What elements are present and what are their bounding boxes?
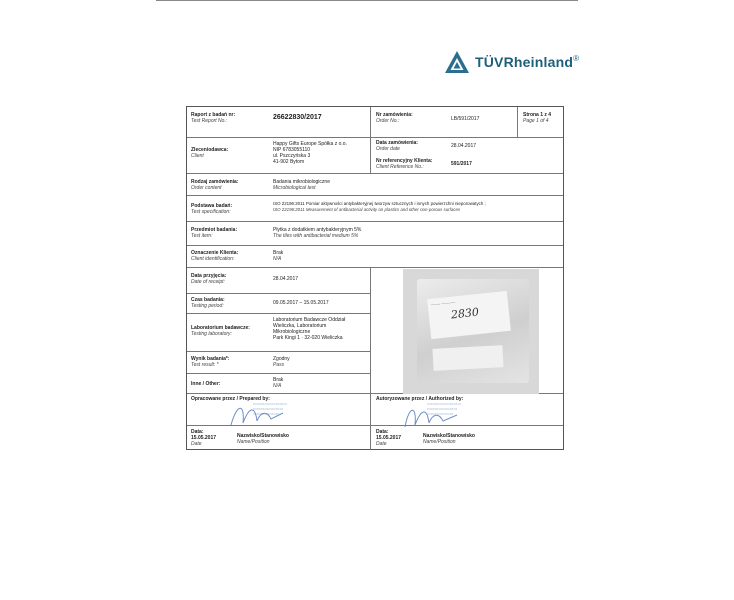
testing-period-value: 09.05.2017 – 15.05.2017 xyxy=(273,300,329,306)
client-id-label-en: Client identification: xyxy=(191,256,235,262)
handwritten-note: ~~~~ ~~~~~~ xyxy=(430,299,456,308)
test-spec-value: ISO 22196:2011 Pomiar aktywności antybakteryjnej tworzyw sztucznych i innych powierzchni nieporowatych ; xyxy=(273,201,486,206)
order-date-label: Data zamówienia: xyxy=(376,140,418,146)
laboratory-label: Laboratorium badawcze: xyxy=(191,325,250,331)
page-label-en: Page 1 of 4 xyxy=(523,118,549,124)
testing-period-label: Czas badania: xyxy=(191,297,225,303)
laboratory-line: Mikrobiologiczne xyxy=(273,329,311,335)
order-date-label-en: Order date xyxy=(376,146,400,152)
receipt-date-value: 28.04.2017 xyxy=(273,276,299,282)
page-label: Strona 1 z 4 xyxy=(523,112,552,118)
order-no-label-en: Order No.: xyxy=(376,118,400,124)
client-id-value: Brak xyxy=(273,250,284,256)
client-line: Happy Gifts Europe Spółka z o.o. xyxy=(273,141,347,147)
authorized-name-label: Nazwisko/Stanowisko xyxy=(423,433,475,439)
test-spec-label-en: Test specification: xyxy=(191,209,231,215)
client-line: ul. Pszczyńska 3 xyxy=(273,153,311,159)
test-result-value-en: Pass xyxy=(273,362,285,368)
test-item-value-en: The tiles with antibacterial medium 5% xyxy=(273,233,359,239)
prepared-stamp: ▭▭▭▭▭▭▭▭▭ ▭▭▭▭▭▭▭▭ ▭▭▭▭▭▭▭ xyxy=(253,401,288,416)
authorized-date-label-en: Date xyxy=(376,441,387,447)
prepared-date-value: 15.05.2017 xyxy=(191,435,217,441)
authorized-date-label: Data: xyxy=(376,429,389,435)
testing-period-label-en: Testing period: xyxy=(191,303,224,309)
client-label: Zleceniodawca: xyxy=(191,147,229,153)
test-item-label: Przedmiot badania: xyxy=(191,227,238,233)
test-spec-value-en: ISO 22196:2011 Measurement of antibacterial activity on plastics and other non-porous surfaces xyxy=(273,207,461,212)
test-result-label-en: Test result: * xyxy=(191,362,219,368)
other-label: Inne / Other: xyxy=(191,381,221,387)
laboratory-label-en: Testing laboratory: xyxy=(191,331,232,337)
prepared-date-label-en: Date xyxy=(191,441,202,447)
order-no-label: Nr zamówienia: xyxy=(376,112,413,118)
receipt-date-label: Data przyjęcia: xyxy=(191,273,227,279)
prepared-signature xyxy=(227,399,287,433)
test-report-page xyxy=(186,106,564,450)
client-ref-label-en: Client Reference No.: xyxy=(376,164,424,170)
prepared-date-label: Data: xyxy=(191,429,204,435)
prepared-name-label: Nazwisko/Stanowisko xyxy=(237,433,289,439)
test-spec-label: Podstawa badań: xyxy=(191,203,233,209)
order-content-label-en: Order content xyxy=(191,185,222,191)
client-ref-value: 591/2017 xyxy=(451,161,472,167)
prepared-name-label-en: Name/Position xyxy=(237,439,270,445)
tuv-logo xyxy=(444,50,579,74)
test-result-value: Zgodny xyxy=(273,356,290,362)
handwritten-sample-number: 2830 xyxy=(450,305,480,322)
client-id-value-en: N/A xyxy=(273,256,282,262)
report-no-label: Raport z badań nr: xyxy=(191,112,236,118)
authorized-by-label: Autoryzowane przez / Authorized by: xyxy=(376,396,464,402)
authorized-signature xyxy=(401,399,461,433)
other-value-en: N/A xyxy=(273,383,282,389)
client-label-en: Client xyxy=(191,153,204,159)
client-ref-label: Nr referencyjny Klienta: xyxy=(376,158,433,164)
laboratory-line: Wieliczka, Laboratorium xyxy=(273,323,327,329)
test-result-label: Wynik badania*: xyxy=(191,356,230,362)
sample-photo xyxy=(403,269,539,394)
order-no-value: LB/591/2017 xyxy=(451,116,480,122)
report-no-value: 26622830/2017 xyxy=(273,114,322,121)
client-line: 41-902 Bytom xyxy=(273,159,305,165)
report-no-label-en: Test Report No.: xyxy=(191,118,228,124)
triangle-logo-icon xyxy=(444,50,470,74)
order-content-label: Rodzaj zamówienia: xyxy=(191,179,239,185)
logo-wordmark: TÜVRheinland® xyxy=(475,54,580,70)
test-item-value: Płytka z dodatkiem antybakteryjnym 5% xyxy=(273,227,362,233)
receipt-date-label-en: Date of receipt: xyxy=(191,279,225,285)
authorized-date-value: 15.05.2017 xyxy=(376,435,402,441)
laboratory-line: Park Kingi 1 · 32-020 Wieliczka xyxy=(273,335,343,341)
authorized-stamp: ▭▭▭▭▭▭▭▭▭ ▭▭▭▭▭▭▭▭ ▭▭▭▭▭▭▭ xyxy=(427,401,462,416)
test-item-label-en: Test item: xyxy=(191,233,213,239)
client-id-label: Oznaczenie Klienta: xyxy=(191,250,239,256)
page-top-border xyxy=(156,0,578,1)
authorized-name-label-en: Name/Position xyxy=(423,439,456,445)
order-content-value-en: Microbiological test xyxy=(273,185,316,191)
laboratory-line: Laboratorium Badawcze Oddział xyxy=(273,317,346,323)
order-date-value: 28.04.2017 xyxy=(451,143,477,149)
order-content-value: Badania mikrobiologiczne xyxy=(273,179,330,185)
prepared-by-label: Opracowane przez / Prepared by: xyxy=(191,396,270,402)
other-value: Brak xyxy=(273,377,284,383)
client-line: NIP 6783055110 xyxy=(273,147,311,153)
